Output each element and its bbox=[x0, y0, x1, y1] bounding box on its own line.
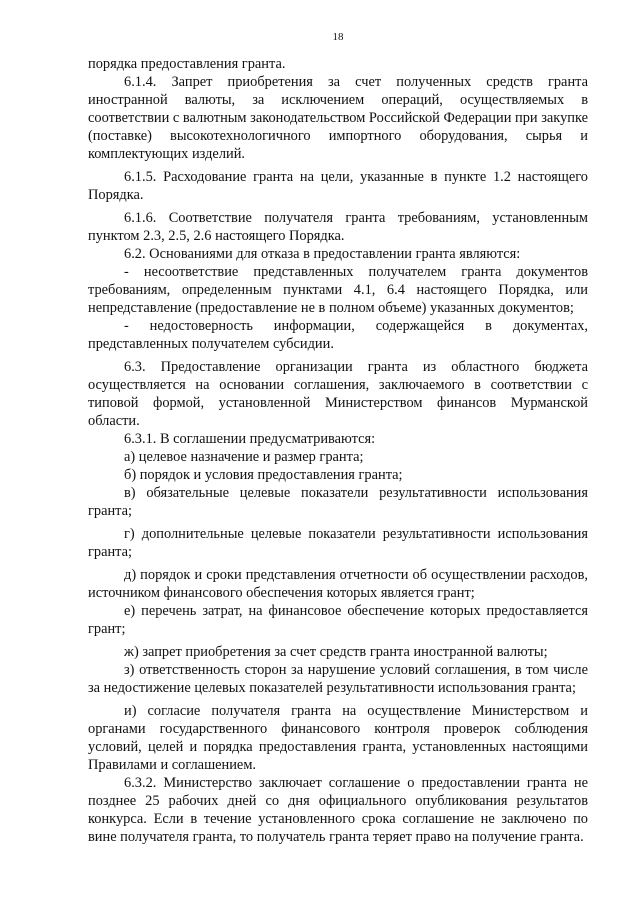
paragraph: порядка предоставления гранта. bbox=[88, 56, 286, 72]
paragraph: а) целевое назначение и размер гранта; bbox=[124, 449, 364, 465]
paragraph: 6.1.4. Запрет приобретения за счет полученных средств гранта иностранной валюты, за исключением операций, осуществляемых в соответствии с валютным законодательством Российской Федерации при закупке (поставке) высокотехнологичного импортного оборудования, сырья и комплектующих изделий. bbox=[88, 74, 588, 162]
paragraph: 6.1.5. Расходование гранта на цели, указанные в пункте 1.2 настоящего Порядка. bbox=[88, 169, 588, 203]
paragraph: б) порядок и условия предоставления гранта; bbox=[124, 467, 403, 483]
document-body bbox=[88, 55, 588, 846]
paragraph: 6.3. Предоставление организации гранта из областного бюджета осуществляется на основании соглашения, заключаемого в соответствии с типовой формой, установленной Министерством финансов Мурманской области. bbox=[88, 359, 588, 429]
paragraph: ж) запрет приобретения за счет средств гранта иностранной валюты; bbox=[124, 644, 548, 660]
paragraph: г) дополнительные целевые показатели результативности использования гранта; bbox=[88, 526, 588, 560]
paragraph: 6.1.6. Соответствие получателя гранта требованиям, установленным пунктом 2.3, 2.5, 2.6 настоящего Порядка. bbox=[88, 210, 588, 244]
paragraph: 6.2. Основаниями для отказа в предоставлении гранта являются: bbox=[124, 246, 521, 262]
paragraph: е) перечень затрат, на финансовое обеспечение которых предоставляется грант; bbox=[88, 603, 588, 637]
page-number: 18 bbox=[332, 31, 344, 43]
paragraph: з) ответственность сторон за нарушение условий соглашения, в том числе за недостижение целевых показателей результативности использования гранта; bbox=[88, 662, 588, 696]
paragraph: - несоответствие представленных получателем гранта документов требованиям, определенным пунктами 4.1, 6.4 настоящего Порядка, или непредставление (предоставление не в полном объеме) указанных документов; bbox=[88, 264, 588, 316]
paragraph: в) обязательные целевые показатели результативности использования гранта; bbox=[88, 485, 588, 519]
paragraph: д) порядок и сроки представления отчетности об осуществлении расходов, источником финансового обеспечения которых является грант; bbox=[88, 567, 588, 601]
paragraph: и) согласие получателя гранта на осуществление Министерством и органами государственного финансового контроля проверок соблюдения условий, целей и порядка предоставления гранта, установленных настоящими Правилами и соглашением. bbox=[88, 703, 588, 773]
paragraph: 6.3.2. Министерство заключает соглашение о предоставлении гранта не позднее 25 рабочих дней со дня официального опубликования результатов конкурса. Если в течение установленного срока соглашение не заключено по вине получателя гранта, то получатель гранта теряет право на получение гранта. bbox=[88, 775, 588, 845]
paragraph: 6.3.1. В соглашении предусматриваются: bbox=[124, 431, 376, 447]
paragraph: - недостоверность информации, содержащейся в документах, представленных получателем субсидии. bbox=[88, 318, 588, 352]
